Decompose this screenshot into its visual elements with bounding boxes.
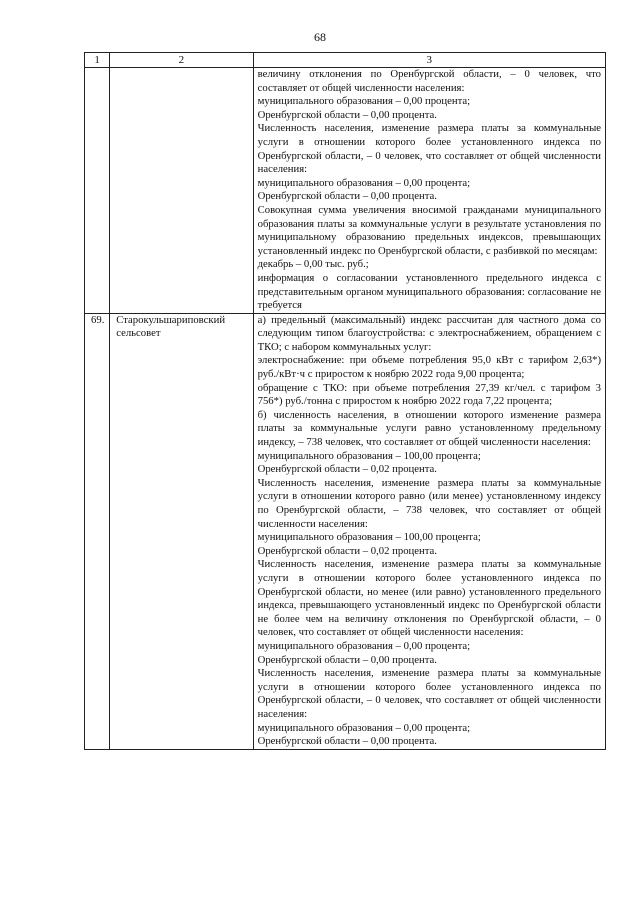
text-line: Оренбургской области – 0,02 процента. (257, 544, 437, 557)
text-line: Численность населения, изменение размера платы за коммунальные услуги в отношении которого более установленного индекса по Оренбургской области, – 0 человек, что составляет от общей численности населения: (257, 122, 601, 176)
text-line: Численность населения, изменение размера платы за коммунальные услуги в отношении которого более установленного индекса по Оренбургской области, но менее (или равно) установленного предельного индекса, превышающего установленный индекс по Оренбургской области не более чем на величину отклонения по Оренбургской области, – 0 человек, что составляет от общей численности населения: (257, 558, 601, 639)
header-col-1: 1 (85, 53, 110, 68)
text-line: муниципального образования – 0,00 процента; (257, 639, 471, 652)
text-line: Оренбургской области – 0,00 процента. (257, 108, 437, 121)
text-line: а) предельный (максимальный) индекс рассчитан для частного дома со следующим типом благоустройства: с электроснабжением, обращением с ТКО; с набором коммунальных услуг: (257, 313, 601, 353)
table-row-69 (85, 313, 606, 749)
data-table (84, 52, 606, 750)
table-header-row (85, 53, 606, 68)
cell-description (253, 313, 605, 749)
text-line: Совокупная сумма увеличения вносимой гражданами муниципального образования платы за коммунальные услуги в результате установления по муниципальному образованию предельных индексов, превышающих установленный индекс по Оренбургской области, с разбивкой по месяцам: (257, 203, 601, 257)
text-line: муниципального образования – 0,00 процента; (257, 721, 471, 734)
header-col-3: 3 (253, 53, 605, 68)
page-number: 68 (314, 30, 326, 44)
municipality-name: Старокульшариповский сельсовет (110, 313, 253, 749)
text-line: муниципального образования – 0,00 процента; (257, 176, 471, 189)
text-line: электроснабжение: при объеме потребления 95,0 кВт с тарифом 2,63*) руб./кВт·ч с приростом к ноябрю 2022 года 9,00 процента; (257, 354, 601, 381)
text-line: декабрь – 0,00 тыс. руб.; (257, 258, 369, 271)
text-line: муниципального образования – 100,00 процента; (257, 449, 481, 462)
row-number: 69. (85, 313, 110, 749)
cell-name-empty (110, 68, 253, 314)
text-line: Численность населения, изменение размера платы за коммунальные услуги в отношении которого более установленного индекса по Оренбургской области, – 0 человек, что составляет от общей численности населения: (257, 667, 601, 720)
text-line: муниципального образования – 0,00 процента; (257, 95, 471, 108)
text-line: Оренбургской области – 0,00 процента. (257, 190, 437, 203)
text-line: Оренбургской области – 0,02 процента. (257, 463, 437, 476)
header-col-2: 2 (110, 53, 253, 68)
text-line: б) численность населения, в отношении которого изменение размера платы за коммунальные услуги равно установленному предельному индексу, – 738 человек, что составляет от общей численности населения: (257, 408, 601, 449)
text-line: Оренбургской области – 0,00 процента. (257, 653, 437, 666)
text-line: информация о согласовании установленного предельного индекса с представительным органом муниципального образования: согласование не требуется (257, 271, 601, 312)
cell-description (253, 68, 605, 314)
text-line: величину отклонения по Оренбургской области, – 0 человек, что составляет от общей численности населения: (257, 68, 601, 94)
text-line: обращение с ТКО: при объеме потребления 27,39 кг/чел. с тарифом 3 756*) руб./тонна с приростом к ноябрю 2022 года 7,22 процента; (257, 381, 601, 408)
text-line: Численность населения, изменение размера платы за коммунальные услуги в отношении которого равно (или менее) установленному индексу по Оренбургской области, – 738 человек, что составляет от общей численности населения: (257, 476, 601, 530)
text-line: Оренбургской области – 0,00 процента. (257, 735, 437, 748)
text-line: муниципального образования – 100,00 процента; (257, 531, 481, 544)
table-row-continued (85, 68, 606, 314)
cell-number-empty (85, 68, 110, 314)
